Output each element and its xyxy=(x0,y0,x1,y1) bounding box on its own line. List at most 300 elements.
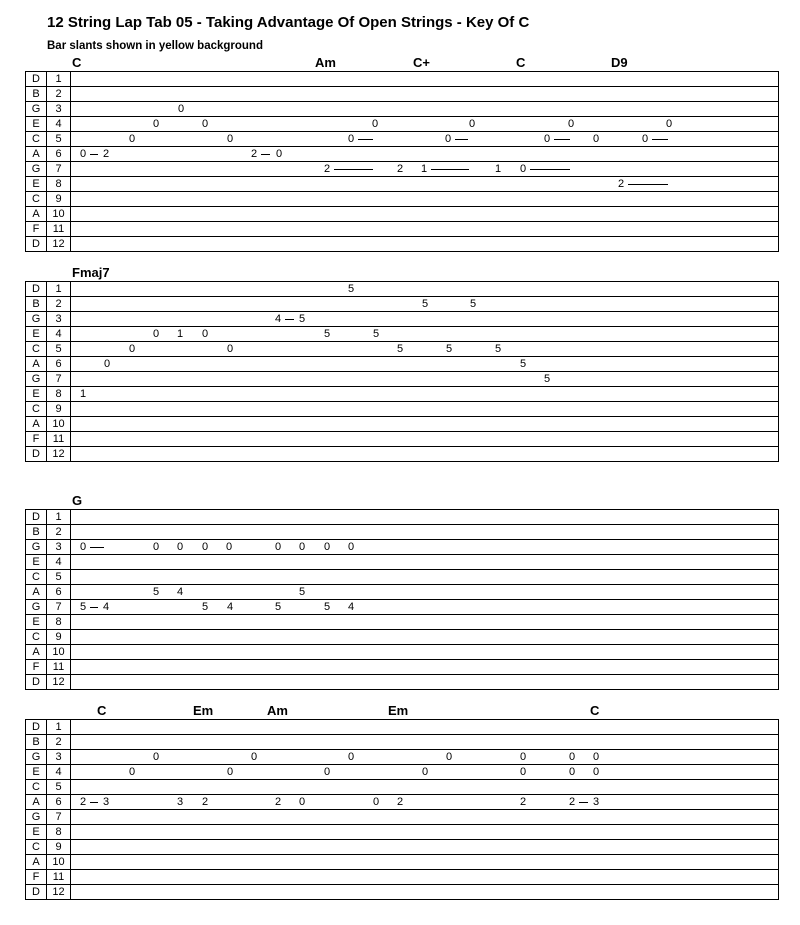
string-number: 9 xyxy=(47,402,71,416)
string-number: 7 xyxy=(47,600,71,614)
string-notes xyxy=(71,720,778,734)
string-row xyxy=(26,765,778,780)
fret-number: 5 xyxy=(324,601,331,613)
string-tuning: C xyxy=(26,630,47,644)
string-row xyxy=(26,885,778,900)
string-number: 8 xyxy=(47,177,71,191)
slide-line xyxy=(90,154,98,155)
string-tuning: G xyxy=(26,372,47,386)
string-notes xyxy=(71,795,778,809)
string-row xyxy=(26,102,778,117)
string-notes xyxy=(71,840,778,854)
string-tuning: D xyxy=(26,720,47,734)
string-number: 2 xyxy=(47,525,71,539)
fret-number: 5 xyxy=(397,343,404,355)
fret-number: 0 xyxy=(177,541,184,553)
fret-number: 0 xyxy=(422,766,429,778)
fret-number: 0 xyxy=(324,541,331,553)
string-notes xyxy=(71,447,778,461)
fret-number: 0 xyxy=(324,766,331,778)
fret-number: 0 xyxy=(520,766,527,778)
string-row xyxy=(26,675,778,690)
chord-label: C xyxy=(72,55,82,70)
string-notes xyxy=(71,555,778,569)
string-tuning: E xyxy=(26,825,47,839)
fret-number: 1 xyxy=(421,163,428,175)
fret-number: 0 xyxy=(299,796,306,808)
fret-number: 0 xyxy=(348,541,355,553)
string-number: 1 xyxy=(47,282,71,296)
slide-line xyxy=(431,169,469,170)
fret-number: 0 xyxy=(666,118,673,130)
chord-label: Em xyxy=(388,703,409,718)
string-row xyxy=(26,825,778,840)
fret-number: 1 xyxy=(495,163,502,175)
string-notes xyxy=(71,282,778,296)
string-tuning: G xyxy=(26,750,47,764)
string-row xyxy=(26,132,778,147)
string-number: 8 xyxy=(47,825,71,839)
fret-number: 0 xyxy=(226,541,233,553)
string-row xyxy=(26,222,778,237)
slide-line xyxy=(334,169,373,170)
fret-number: 3 xyxy=(593,796,600,808)
string-row xyxy=(26,447,778,462)
string-tuning: D xyxy=(26,675,47,689)
fret-number: 4 xyxy=(103,601,110,613)
string-notes xyxy=(71,237,778,251)
string-row xyxy=(26,87,778,102)
string-tuning: A xyxy=(26,207,47,221)
fret-number: 0 xyxy=(520,163,527,175)
string-number: 2 xyxy=(47,735,71,749)
string-tuning: B xyxy=(26,735,47,749)
string-tuning: A xyxy=(26,645,47,659)
fret-number: 0 xyxy=(202,118,209,130)
fret-number: 2 xyxy=(397,163,404,175)
string-number: 6 xyxy=(47,795,71,809)
string-tuning: D xyxy=(26,282,47,296)
string-row xyxy=(26,840,778,855)
string-row xyxy=(26,417,778,432)
string-row xyxy=(26,615,778,630)
string-row xyxy=(26,870,778,885)
string-number: 11 xyxy=(47,432,71,446)
string-tuning: G xyxy=(26,162,47,176)
slide-line xyxy=(628,184,668,185)
fret-number: 2 xyxy=(251,148,258,160)
string-tuning: C xyxy=(26,780,47,794)
string-notes xyxy=(71,885,778,899)
string-row xyxy=(26,147,778,162)
fret-number: 4 xyxy=(348,601,355,613)
string-notes xyxy=(71,372,778,386)
fret-number: 0 xyxy=(373,796,380,808)
fret-number: 0 xyxy=(227,343,234,355)
string-row xyxy=(26,525,778,540)
slide-line xyxy=(652,139,668,140)
string-notes xyxy=(71,72,778,86)
slide-line xyxy=(90,547,104,548)
fret-number: 0 xyxy=(202,328,209,340)
string-notes xyxy=(71,87,778,101)
string-notes xyxy=(71,765,778,779)
fret-number: 0 xyxy=(569,766,576,778)
fret-number: 0 xyxy=(568,118,575,130)
string-number: 2 xyxy=(47,87,71,101)
string-row xyxy=(26,72,778,87)
chord-row xyxy=(25,703,779,719)
string-notes xyxy=(71,735,778,749)
string-number: 5 xyxy=(47,570,71,584)
string-notes xyxy=(71,432,778,446)
fret-number: 0 xyxy=(372,118,379,130)
string-tuning: A xyxy=(26,795,47,809)
string-row xyxy=(26,735,778,750)
string-number: 10 xyxy=(47,855,71,869)
fret-number: 0 xyxy=(348,751,355,763)
fret-number: 5 xyxy=(202,601,209,613)
string-row xyxy=(26,720,778,735)
string-tuning: D xyxy=(26,885,47,899)
fret-number: 0 xyxy=(129,343,136,355)
string-number: 10 xyxy=(47,207,71,221)
string-notes xyxy=(71,297,778,311)
string-notes xyxy=(71,810,778,824)
string-tuning: C xyxy=(26,342,47,356)
fret-number: 0 xyxy=(642,133,649,145)
string-row xyxy=(26,540,778,555)
string-row xyxy=(26,432,778,447)
slide-line xyxy=(90,802,98,803)
string-notes xyxy=(71,207,778,221)
chord-row xyxy=(25,493,779,509)
string-tuning: B xyxy=(26,87,47,101)
string-tuning: B xyxy=(26,297,47,311)
string-notes xyxy=(71,102,778,116)
string-notes xyxy=(71,357,778,371)
string-tuning: C xyxy=(26,132,47,146)
fret-number: 2 xyxy=(103,148,110,160)
string-tuning: G xyxy=(26,312,47,326)
string-row xyxy=(26,795,778,810)
fret-number: 0 xyxy=(153,541,160,553)
string-number: 3 xyxy=(47,102,71,116)
fret-number: 0 xyxy=(520,751,527,763)
slide-line xyxy=(455,139,468,140)
string-number: 5 xyxy=(47,132,71,146)
fret-number: 5 xyxy=(544,373,551,385)
string-number: 4 xyxy=(47,555,71,569)
string-number: 9 xyxy=(47,192,71,206)
string-tuning: F xyxy=(26,870,47,884)
string-tuning: A xyxy=(26,585,47,599)
fret-number: 1 xyxy=(80,388,87,400)
string-row xyxy=(26,207,778,222)
fret-number: 5 xyxy=(275,601,282,613)
fret-number: 0 xyxy=(276,148,283,160)
fret-number: 0 xyxy=(348,133,355,145)
string-number: 7 xyxy=(47,162,71,176)
string-notes xyxy=(71,825,778,839)
string-number: 7 xyxy=(47,372,71,386)
string-tuning: G xyxy=(26,810,47,824)
fret-number: 5 xyxy=(299,586,306,598)
string-tuning: E xyxy=(26,765,47,779)
string-row xyxy=(26,510,778,525)
string-row xyxy=(26,162,778,177)
string-tuning: G xyxy=(26,600,47,614)
fret-number: 3 xyxy=(103,796,110,808)
string-row xyxy=(26,780,778,795)
string-number: 4 xyxy=(47,117,71,131)
string-row xyxy=(26,855,778,870)
string-number: 9 xyxy=(47,840,71,854)
string-number: 11 xyxy=(47,870,71,884)
string-number: 7 xyxy=(47,810,71,824)
string-number: 12 xyxy=(47,885,71,899)
string-tuning: D xyxy=(26,237,47,251)
tab-section-4 xyxy=(25,703,779,900)
string-number: 11 xyxy=(47,660,71,674)
fret-number: 0 xyxy=(153,751,160,763)
string-row xyxy=(26,342,778,357)
string-number: 6 xyxy=(47,585,71,599)
string-number: 5 xyxy=(47,780,71,794)
string-tuning: E xyxy=(26,177,47,191)
string-tuning: F xyxy=(26,660,47,674)
slide-line xyxy=(554,139,570,140)
string-notes xyxy=(71,780,778,794)
string-tuning: C xyxy=(26,402,47,416)
string-number: 10 xyxy=(47,417,71,431)
chord-label: Fmaj7 xyxy=(72,265,110,280)
string-row xyxy=(26,555,778,570)
string-notes xyxy=(71,162,778,176)
chord-row xyxy=(25,55,779,71)
string-row xyxy=(26,660,778,675)
fret-number: 2 xyxy=(324,163,331,175)
chord-label: C xyxy=(516,55,526,70)
string-row xyxy=(26,750,778,765)
string-row xyxy=(26,177,778,192)
fret-number: 2 xyxy=(202,796,209,808)
chord-row xyxy=(25,265,779,281)
string-tuning: C xyxy=(26,570,47,584)
string-tuning: G xyxy=(26,540,47,554)
string-notes xyxy=(71,615,778,629)
fret-number: 0 xyxy=(129,133,136,145)
string-number: 12 xyxy=(47,237,71,251)
chord-label: Am xyxy=(315,55,336,70)
fret-number: 0 xyxy=(80,541,87,553)
string-tuning: E xyxy=(26,555,47,569)
string-notes xyxy=(71,750,778,764)
string-row xyxy=(26,312,778,327)
string-tuning: E xyxy=(26,615,47,629)
fret-number: 5 xyxy=(348,283,355,295)
tab-staff xyxy=(25,509,779,690)
string-number: 5 xyxy=(47,342,71,356)
fret-number: 5 xyxy=(373,328,380,340)
fret-number: 5 xyxy=(422,298,429,310)
fret-number: 0 xyxy=(275,541,282,553)
string-row xyxy=(26,282,778,297)
fret-number: 0 xyxy=(129,766,136,778)
fret-number: 4 xyxy=(227,601,234,613)
chord-label: D9 xyxy=(611,55,628,70)
fret-number: 0 xyxy=(446,751,453,763)
string-notes xyxy=(71,117,778,131)
string-row xyxy=(26,810,778,825)
string-number: 12 xyxy=(47,447,71,461)
string-tuning: B xyxy=(26,525,47,539)
string-number: 6 xyxy=(47,147,71,161)
string-tuning: C xyxy=(26,840,47,854)
string-tuning: D xyxy=(26,72,47,86)
string-tuning: D xyxy=(26,447,47,461)
fret-number: 2 xyxy=(397,796,404,808)
chord-label: C xyxy=(590,703,600,718)
fret-number: 2 xyxy=(80,796,87,808)
string-notes xyxy=(71,870,778,884)
fret-number: 5 xyxy=(80,601,87,613)
string-number: 3 xyxy=(47,750,71,764)
string-row xyxy=(26,600,778,615)
tab-section-1 xyxy=(25,55,779,252)
string-row xyxy=(26,297,778,312)
slide-line xyxy=(90,607,98,608)
string-notes xyxy=(71,387,778,401)
fret-number: 0 xyxy=(544,133,551,145)
fret-number: 0 xyxy=(153,118,160,130)
tab-staff xyxy=(25,719,779,900)
string-number: 4 xyxy=(47,327,71,341)
fret-number: 2 xyxy=(520,796,527,808)
fret-number: 0 xyxy=(104,358,111,370)
string-notes xyxy=(71,192,778,206)
fret-number: 5 xyxy=(470,298,477,310)
fret-number: 0 xyxy=(227,133,234,145)
string-number: 11 xyxy=(47,222,71,236)
string-row xyxy=(26,387,778,402)
fret-number: 4 xyxy=(275,313,282,325)
fret-number: 0 xyxy=(445,133,452,145)
string-notes xyxy=(71,222,778,236)
chord-label: C xyxy=(97,703,107,718)
string-notes xyxy=(71,855,778,869)
fret-number: 0 xyxy=(593,133,600,145)
string-notes xyxy=(71,645,778,659)
slide-line xyxy=(358,139,373,140)
string-number: 1 xyxy=(47,720,71,734)
string-tuning: F xyxy=(26,222,47,236)
string-row xyxy=(26,402,778,417)
page-subtitle: Bar slants shown in yellow background xyxy=(47,40,263,52)
string-row xyxy=(26,117,778,132)
fret-number: 0 xyxy=(569,751,576,763)
fret-number: 0 xyxy=(202,541,209,553)
fret-number: 5 xyxy=(520,358,527,370)
page-title: 12 String Lap Tab 05 - Taking Advantage Of Open Strings - Key Of C xyxy=(47,14,530,31)
string-notes xyxy=(71,570,778,584)
string-tuning: C xyxy=(26,192,47,206)
chord-label: Am xyxy=(267,703,288,718)
fret-number: 2 xyxy=(569,796,576,808)
string-notes xyxy=(71,675,778,689)
string-number: 8 xyxy=(47,387,71,401)
string-tuning: A xyxy=(26,417,47,431)
slide-line xyxy=(285,319,294,320)
fret-number: 0 xyxy=(178,103,185,115)
string-number: 1 xyxy=(47,510,71,524)
string-notes xyxy=(71,312,778,326)
string-row xyxy=(26,192,778,207)
string-notes xyxy=(71,147,778,161)
fret-number: 0 xyxy=(593,766,600,778)
fret-number: 5 xyxy=(495,343,502,355)
fret-number: 2 xyxy=(618,178,625,190)
tab-section-3 xyxy=(25,493,779,690)
string-notes xyxy=(71,417,778,431)
string-row xyxy=(26,327,778,342)
fret-number: 0 xyxy=(80,148,87,160)
string-number: 3 xyxy=(47,540,71,554)
string-tuning: A xyxy=(26,357,47,371)
string-number: 3 xyxy=(47,312,71,326)
fret-number: 5 xyxy=(299,313,306,325)
slide-line xyxy=(530,169,570,170)
string-row xyxy=(26,372,778,387)
chord-label: Em xyxy=(193,703,214,718)
fret-number: 0 xyxy=(251,751,258,763)
string-notes xyxy=(71,525,778,539)
string-number: 10 xyxy=(47,645,71,659)
string-row xyxy=(26,585,778,600)
string-notes xyxy=(71,327,778,341)
fret-number: 5 xyxy=(324,328,331,340)
string-notes xyxy=(71,177,778,191)
string-tuning: E xyxy=(26,327,47,341)
string-notes xyxy=(71,660,778,674)
string-number: 4 xyxy=(47,765,71,779)
string-row xyxy=(26,630,778,645)
string-notes xyxy=(71,342,778,356)
fret-number: 3 xyxy=(177,796,184,808)
slide-line xyxy=(261,154,270,155)
string-notes xyxy=(71,585,778,599)
string-number: 9 xyxy=(47,630,71,644)
fret-number: 4 xyxy=(177,586,184,598)
string-row xyxy=(26,570,778,585)
string-number: 12 xyxy=(47,675,71,689)
string-notes xyxy=(71,540,778,554)
string-notes xyxy=(71,510,778,524)
tab-staff xyxy=(25,281,779,462)
string-tuning: E xyxy=(26,117,47,131)
tab-section-2 xyxy=(25,265,779,462)
string-number: 8 xyxy=(47,615,71,629)
string-tuning: G xyxy=(26,102,47,116)
string-notes xyxy=(71,600,778,614)
string-tuning: E xyxy=(26,387,47,401)
fret-number: 2 xyxy=(275,796,282,808)
string-tuning: D xyxy=(26,510,47,524)
string-tuning: F xyxy=(26,432,47,446)
tab-staff xyxy=(25,71,779,252)
slide-line xyxy=(579,802,588,803)
fret-number: 0 xyxy=(299,541,306,553)
